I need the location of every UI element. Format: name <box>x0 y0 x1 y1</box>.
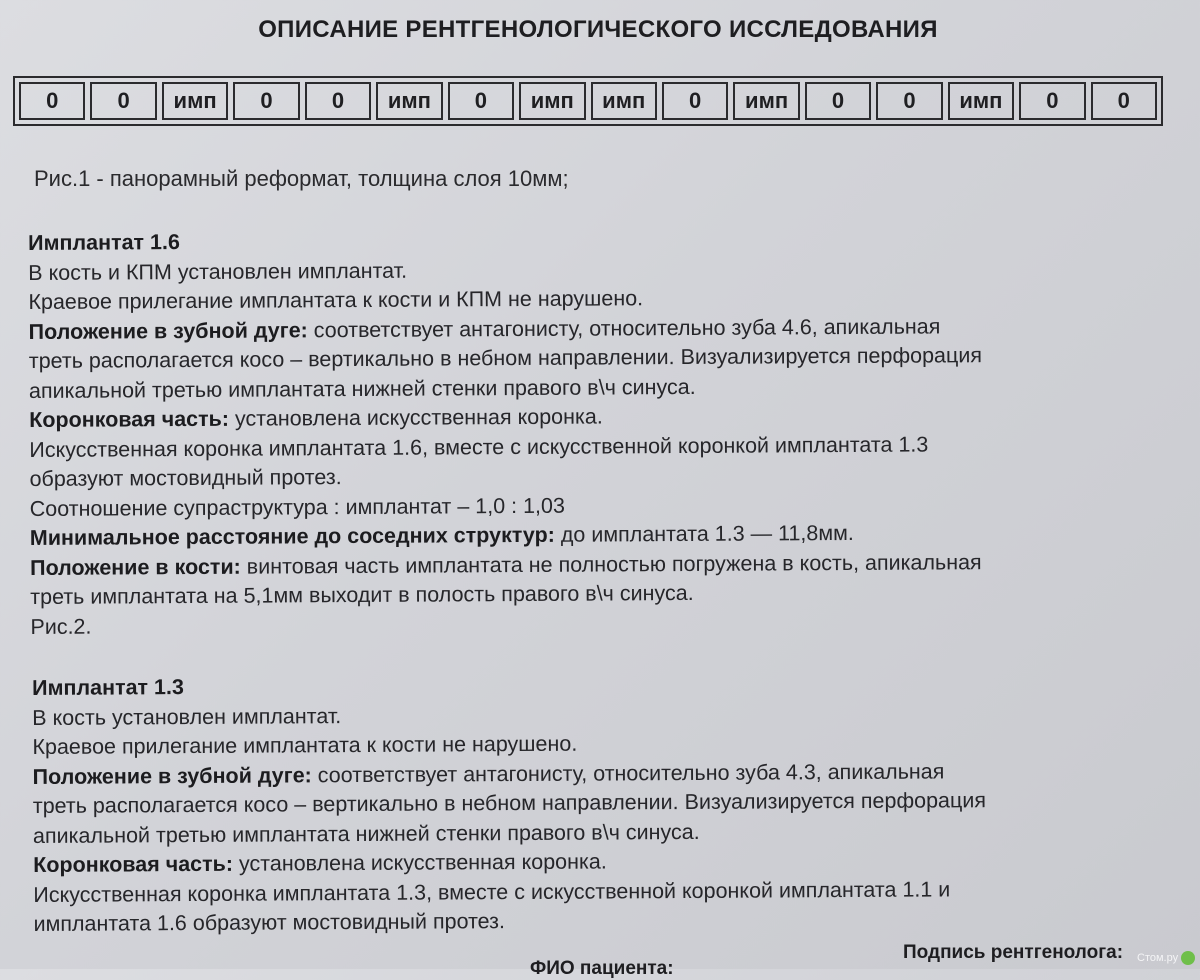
text-line: треть располагается косо – вертикально в небном направлении. Визуализируется перфорация <box>32 788 987 818</box>
field-text: винтовая часть имплантата не полностью погружена в кость, апикальная <box>240 549 982 579</box>
field-label: Положение в кости: <box>29 554 241 580</box>
field-text: соответствует антагонисту, относительно зуба 4.6, апикальная <box>307 313 941 342</box>
tooth-cell: 0 <box>1019 82 1085 120</box>
tooth-cell: 0 <box>305 82 371 120</box>
tooth-cell: имп <box>162 82 228 120</box>
field-label: Положение в зубной дуге: <box>28 317 308 344</box>
tooth-cell: 0 <box>876 82 942 120</box>
watermark <box>1137 951 1195 965</box>
section-heading: Имплантат 1.6 <box>28 230 180 255</box>
implant-13-section <box>32 667 1184 940</box>
field-label: Минимальное расстояние до соседних структур: <box>29 522 555 550</box>
signature-label: Подпись рентгенолога: <box>903 942 1124 963</box>
tooth-cell: 0 <box>1091 82 1157 120</box>
figure-caption: Рис.1 - панорамный реформат, толщина слоя 10мм; <box>34 166 569 191</box>
field-text: до имплантата 1.3 — 11,8мм. <box>554 520 854 547</box>
text-line: имплантата 1.6 образуют мостовидный протез. <box>33 909 506 936</box>
tooth-cell: 0 <box>19 82 85 120</box>
tooth-cell: имп <box>376 82 442 120</box>
text-line: В кость установлен имплантат. <box>32 703 342 730</box>
tooth-cell: 0 <box>448 82 514 120</box>
text-line: В кость и КПМ установлен имплантат. <box>28 258 408 285</box>
section-heading: Имплантат 1.3 <box>32 675 184 700</box>
text-line: Искусственная коронка имплантата 1.6, вместе с искусственной коронкой имплантата 1.3 <box>29 432 929 462</box>
tooth-cell: имп <box>733 82 799 120</box>
tooth-cell: имп <box>591 82 657 120</box>
field-label: Положение в зубной дуге: <box>32 762 312 789</box>
tooth-logo-icon <box>1181 951 1195 965</box>
text-line: треть располагается косо – вертикально в небном направлении. Визуализируется перфорация <box>28 343 983 373</box>
field-text: соответствует антагонисту, относительно зуба 4.3, апикальная <box>311 758 945 787</box>
document-title: ОПИСАНИЕ РЕНТГЕНОЛОГИЧЕСКОГО ИССЛЕДОВАНИЯ <box>258 16 938 43</box>
implant-16-section <box>28 222 1181 642</box>
field-text: установлена искусственная коронка. <box>228 404 603 431</box>
text-line: треть имплантата на 5,1мм выходит в полость правого в\ч синуса. <box>30 580 694 609</box>
patient-name-label: ФИО пациента: <box>530 958 674 979</box>
tooth-cell: 0 <box>90 82 156 120</box>
watermark-text: Стом.ру <box>1137 952 1179 964</box>
text-line: апикальной третью имплантата нижней стенки правого в\ч синуса. <box>32 819 700 848</box>
tooth-cell: 0 <box>805 82 871 120</box>
text-line: Соотношение супраструктура : имплантат – 1,0 : 1,03 <box>29 493 565 521</box>
text-line: образуют мостовидный протез. <box>29 465 342 491</box>
text-line: Краевое прилегание имплантата к кости и КПМ не нарушено. <box>28 286 644 314</box>
tooth-cell: 0 <box>662 82 728 120</box>
field-label: Коронковая часть: <box>29 406 230 432</box>
tooth-chart <box>13 76 1163 126</box>
field-label: Коронковая часть: <box>33 851 234 877</box>
tooth-cell: имп <box>519 82 585 120</box>
tooth-cell: 0 <box>233 82 299 120</box>
text-line: Краевое прилегание имплантата к кости не нарушено. <box>32 731 578 759</box>
figure-ref: Рис.2. <box>30 614 92 639</box>
text-line: апикальной третью имплантата нижней стенки правого в\ч синуса. <box>28 374 696 403</box>
tooth-cell: имп <box>948 82 1014 120</box>
field-text: установлена искусственная коронка. <box>232 849 607 876</box>
text-line: Искусственная коронка имплантата 1.3, вместе с искусственной коронкой имплантата 1.1 и <box>33 876 951 907</box>
